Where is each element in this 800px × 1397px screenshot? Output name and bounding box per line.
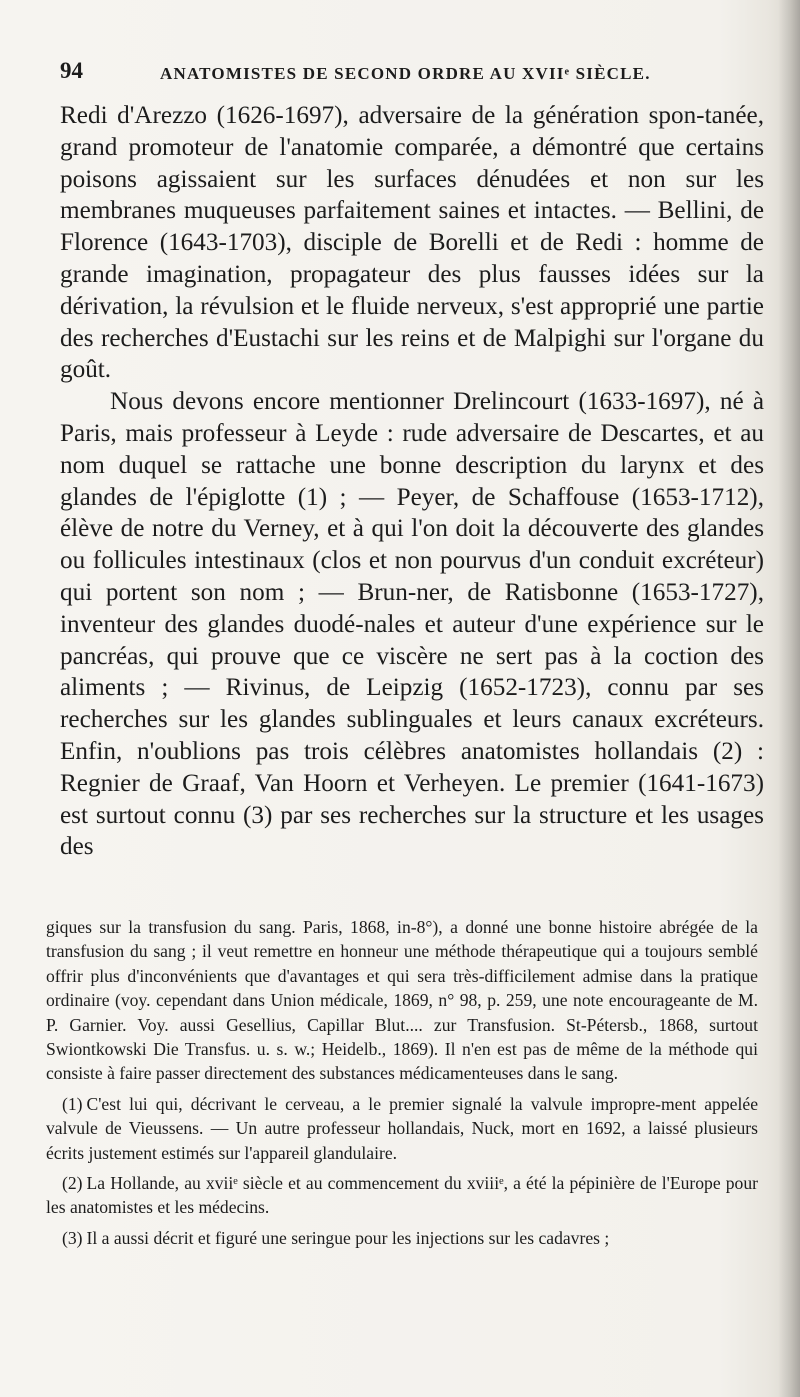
footnote-text: Il a aussi décrit et figuré une seringue pour les injections sur les cadavres ; — [86, 1227, 610, 1248]
paragraph: Redi d'Arezzo (1626-1697), adversaire de la génération spon-tanée, grand promoteur de l'anatomie comparée, a démontré que certains poisons agissaient sur les surfaces dénudées et non sur les membranes muqueuses parfaitement saines et intactes. — Bellini, de Florence (1643-1703), disciple de Borelli et de Redi : homme de grande imagination, propagateur des plus fausses idées sur la dérivation, la révulsion et le fluide nerveux, s'est approprié une partie des recherches d'Eustachi sur les reins et de Malpighi sur l'organe du goût. — [60, 102, 764, 384]
footnote-mark: (2) — [62, 1173, 83, 1194]
page-header — [60, 58, 740, 94]
footnotes — [46, 915, 758, 1250]
running-title: ANATOMISTES DE SECOND ORDRE AU XVIIᵉ SIÈCLE. — [160, 64, 651, 83]
footnote — [46, 1226, 758, 1250]
page-edge-shadow — [778, 0, 800, 1397]
footnote-mark: (3) — [62, 1227, 83, 1248]
main-text — [60, 100, 764, 863]
footnote — [46, 1171, 758, 1220]
paragraph: Nous devons encore mentionner Drelincourt (1633-1697), né à Paris, mais professeur à Leyde : rude adversaire de Descartes, et au nom duquel se rattache une bonne description du larynx et des glandes de l'épiglotte (1) ; — Peyer, de Schaffouse (1653-1712), élève de notre du Verney, et à qui l'on doit la découverte des glandes ou follicules intestinaux (clos et non pourvus d'un conduit excréteur) qui portent son nom ; — Brun-ner, de Ratisbonne (1653-1727), inventeur des glandes duodé-nales et auteur d'une expérience sur le pancréas, qui prouve que ce viscère ne sert pas à la coction des aliments ; — Rivinus, de Leipzig (1652-1723), connu par ses recherches sur les glandes sublinguales et leurs canaux excréteurs. Enfin, n'oublions pas trois célèbres anatomistes hollandais (2) : Regnier de Graaf, Van Hoorn et Verheyen. Le premier (1641-1673) est surtout connu (3) par ses recherches sur la structure et les usages des — [60, 388, 764, 861]
footnote-continuation: giques sur la transfusion du sang. Paris, 1868, in-8°), a donné une bonne histoire abrégée de la transfusion du sang ; il veut remettre en honneur une méthode thérapeutique qui a toujours semblé offrir plus d'inconvénients que d'avantages et qui sera très-difficilement admise dans la pratique ordinaire (voy. cependant dans Union médicale, 1869, n° 98, p. 259, une note encourageante de M. P. Garnier. Voy. aussi Gesellius, Capillar Blut.... zur Transfusion. St-Pétersb., 1868, surtout Swiontkowski Die Transfus. u. s. w.; Heidelb., 1869). Il n'en est pas de même de la méthode qui consiste à faire passer directement des substances médicamenteuses dans le sang. — [46, 917, 758, 1084]
footnote — [46, 1092, 758, 1165]
footnote-text: La Hollande, au xviiᵉ siècle et au commencement du xviiiᵉ, a été la pépinière de l'Europe pour les anatomistes et les médecins. — [46, 1173, 758, 1218]
footnote-mark: (1) — [62, 1093, 83, 1114]
page-number: 94 — [60, 58, 83, 83]
footnote-text: C'est lui qui, décrivant le cerveau, a le premier signalé la valvule impropre-ment appelée valvule de Vieussens. — Un autre professeur hollandais, Nuck, mort en 1692, a laissé plusieurs écrits justement estimés sur l'appareil glandulaire. — [46, 1093, 758, 1163]
